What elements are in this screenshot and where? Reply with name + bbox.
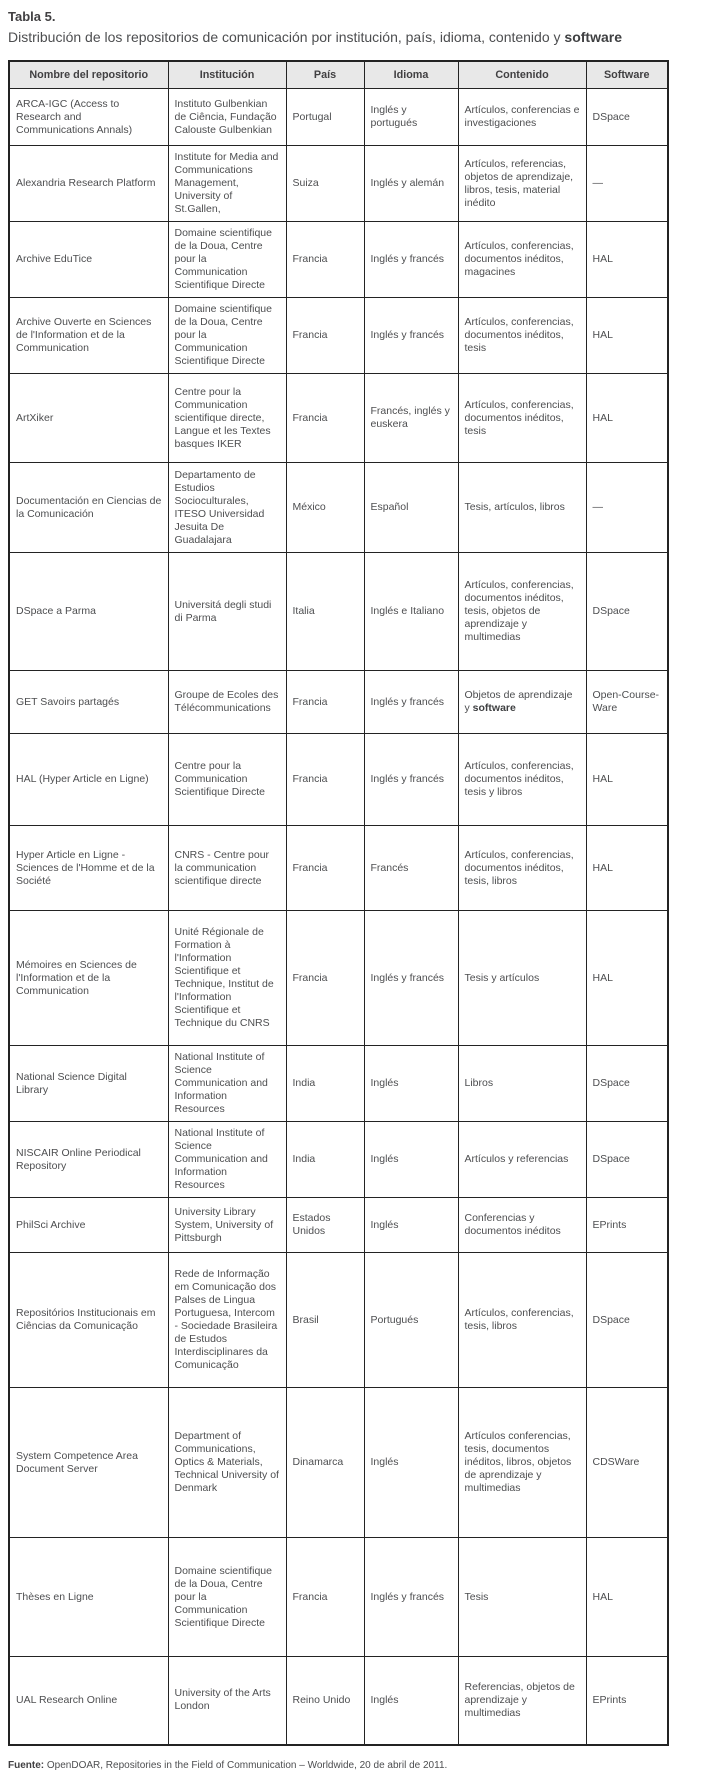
cell-content: Artículos conferencias, tesis, documentos inéditos, libros, objetos de aprendizaje y multimedias: [458, 1388, 586, 1538]
cell-name: Alexandria Research Platform: [9, 146, 168, 222]
cell-institution: Centre pour la Communication scientifique directe, Langue et les Textes basques IKER: [168, 374, 286, 463]
cell-name: Archive EduTice: [9, 222, 168, 298]
cell-software: HAL: [586, 298, 668, 374]
cell-name: DSpace a Parma: [9, 553, 168, 671]
cell-country: Estados Unidos: [286, 1198, 364, 1253]
cell-country: India: [286, 1122, 364, 1198]
cell-country: Dinamarca: [286, 1388, 364, 1538]
table-row: [9, 1538, 668, 1657]
cell-software: EPrints: [586, 1198, 668, 1253]
cell-software: HAL: [586, 222, 668, 298]
cell-name: ARCA-IGC (Access to Research and Communications Annals): [9, 89, 168, 146]
cell-language: Inglés y portugués: [364, 89, 458, 146]
table-row: [9, 1657, 668, 1745]
cell-country: Francia: [286, 911, 364, 1046]
cell-software: HAL: [586, 911, 668, 1046]
cell-language: Inglés y francés: [364, 734, 458, 826]
cell-country: Brasil: [286, 1253, 364, 1388]
cell-software: HAL: [586, 374, 668, 463]
column-header-software: Software: [586, 61, 668, 89]
cell-institution: Domaine scientifique de la Doua, Centre pour la Communication Scientifique Directe: [168, 1538, 286, 1657]
cell-software: EPrints: [586, 1657, 668, 1745]
cell-name: Thèses en Ligne: [9, 1538, 168, 1657]
cell-content: Artículos, referencias, objetos de aprendizaje, libros, tesis, material inédito: [458, 146, 586, 222]
column-header-institucion: Institución: [168, 61, 286, 89]
cell-country: Francia: [286, 374, 364, 463]
table-row: [9, 463, 668, 553]
table-row: [9, 222, 668, 298]
cell-name: NISCAIR Online Periodical Repository: [9, 1122, 168, 1198]
column-header-contenido: Contenido: [458, 61, 586, 89]
cell-content: Tesis y artículos: [458, 911, 586, 1046]
cell-language: Inglés y francés: [364, 1538, 458, 1657]
cell-language: Portugués: [364, 1253, 458, 1388]
cell-software: HAL: [586, 826, 668, 911]
cell-name: Hyper Article en Ligne - Sciences de l'Homme et de la Société: [9, 826, 168, 911]
cell-institution: Institute for Media and Communications Management, University of St.Gallen,: [168, 146, 286, 222]
column-header-idioma: Idioma: [364, 61, 458, 89]
cell-language: Inglés: [364, 1122, 458, 1198]
cell-content: Objetos de aprendizaje y software: [458, 671, 586, 734]
table-row: [9, 1122, 668, 1198]
column-header-pais: País: [286, 61, 364, 89]
cell-language: Inglés: [364, 1198, 458, 1253]
cell-name: Mémoires en Sciences de l'Information et de la Communication: [9, 911, 168, 1046]
table-row: [9, 671, 668, 734]
cell-institution: Domaine scientifique de la Doua, Centre pour la Communication Scientifique Directe: [168, 298, 286, 374]
cell-language: Francés, inglés y euskera: [364, 374, 458, 463]
cell-institution: National Institute of Science Communication and Information Resources: [168, 1046, 286, 1122]
cell-name: HAL (Hyper Article en Ligne): [9, 734, 168, 826]
repositories-table: [8, 60, 669, 1746]
cell-content: Artículos, conferencias, documentos inéditos, tesis, libros: [458, 826, 586, 911]
table-row: [9, 374, 668, 463]
cell-content: Artículos, conferencias, documentos inéditos, tesis y libros: [458, 734, 586, 826]
repositories-table-body: [9, 89, 668, 1745]
column-header-nombre: Nombre del repositorio: [9, 61, 168, 89]
cell-language: Inglés: [364, 1657, 458, 1745]
table-row: [9, 1046, 668, 1122]
table-row: [9, 1198, 668, 1253]
table-number-label: Tabla 5.: [8, 9, 56, 24]
cell-institution: Rede de Informação em Comunicação dos Palses de Lingua Portuguesa, Intercom - Sociedade Brasileira de Estudos Interdisciplinares da Comunicação: [168, 1253, 286, 1388]
cell-software: DSpace: [586, 89, 668, 146]
cell-content: Artículos, conferencias e investigaciones: [458, 89, 586, 146]
cell-name: Archive Ouverte en Sciences de l'Information et de la Communication: [9, 298, 168, 374]
cell-software: HAL: [586, 734, 668, 826]
cell-institution: Unité Régionale de Formation à l'Information Scientifique et Technique, Institut de l'Information Scientifique et Technique du CNRS: [168, 911, 286, 1046]
cell-software: CDSWare: [586, 1388, 668, 1538]
cell-software: —: [586, 146, 668, 222]
cell-name: Repositórios Institucionais em Ciências da Comunicação: [9, 1253, 168, 1388]
source-note: [8, 1759, 675, 1772]
table-row: [9, 1388, 668, 1538]
cell-institution: Domaine scientifique de la Doua, Centre pour la Communication Scientifique Directe: [168, 222, 286, 298]
table-row: [9, 911, 668, 1046]
cell-country: Portugal: [286, 89, 364, 146]
cell-software: DSpace: [586, 553, 668, 671]
cell-language: Francés: [364, 826, 458, 911]
cell-content: Conferencias y documentos inéditos: [458, 1198, 586, 1253]
cell-institution: Instituto Gulbenkian de Ciência, Fundação Calouste Gulbenkian: [168, 89, 286, 146]
cell-content: Tesis: [458, 1538, 586, 1657]
cell-institution: CNRS - Centre pour la communication scientifique directe: [168, 826, 286, 911]
cell-institution: University of the Arts London: [168, 1657, 286, 1745]
cell-content: Tesis, artículos, libros: [458, 463, 586, 553]
table-row: [9, 826, 668, 911]
cell-language: Inglés: [364, 1388, 458, 1538]
cell-software: HAL: [586, 1538, 668, 1657]
source-text: OpenDOAR, Repositories in the Field of Communication – Worldwide, 20 de abril de 2011.: [46, 1759, 448, 1771]
table-row: [9, 146, 668, 222]
cell-institution: University Library System, University of Pittsburgh: [168, 1198, 286, 1253]
cell-software: —: [586, 463, 668, 553]
cell-institution: Departamento de Estudios Socioculturales, ITESO Universidad Jesuita De Guadalajara: [168, 463, 286, 553]
table-row: [9, 89, 668, 146]
cell-country: Reino Unido: [286, 1657, 364, 1745]
cell-language: Inglés: [364, 1046, 458, 1122]
cell-content: Artículos y referencias: [458, 1122, 586, 1198]
cell-country: Francia: [286, 222, 364, 298]
table-row: [9, 298, 668, 374]
cell-country: Suiza: [286, 146, 364, 222]
cell-name: System Competence Area Document Server: [9, 1388, 168, 1538]
cell-country: Francia: [286, 734, 364, 826]
table-row: [9, 553, 668, 671]
cell-software: DSpace: [586, 1122, 668, 1198]
cell-name: UAL Research Online: [9, 1657, 168, 1745]
cell-name: Documentación en Ciencias de la Comunicación: [9, 463, 168, 553]
cell-language: Español: [364, 463, 458, 553]
cell-language: Inglés y alemán: [364, 146, 458, 222]
cell-language: Inglés y francés: [364, 911, 458, 1046]
cell-content: Referencias, objetos de aprendizaje y multimedias: [458, 1657, 586, 1745]
cell-language: Inglés e Italiano: [364, 553, 458, 671]
header-row: [9, 61, 668, 89]
cell-institution: Department of Communications, Optics & Materials, Technical University of Denmark: [168, 1388, 286, 1538]
cell-name: PhilSci Archive: [9, 1198, 168, 1253]
cell-name: ArtXiker: [9, 374, 168, 463]
cell-software: Open-Course-Ware: [586, 671, 668, 734]
cell-country: México: [286, 463, 364, 553]
table-subtitle: Distribución de los repositorios de comunicación por institución, país, idioma, contenido y software: [8, 29, 622, 45]
cell-country: Francia: [286, 298, 364, 374]
cell-content: Artículos, conferencias, tesis, libros: [458, 1253, 586, 1388]
cell-country: Francia: [286, 1538, 364, 1657]
source-label: Fuente:: [8, 1759, 45, 1771]
cell-institution: Centre pour la Communication Scientifique Directe: [168, 734, 286, 826]
cell-institution: Universitá degli studi di Parma: [168, 553, 286, 671]
cell-country: Italia: [286, 553, 364, 671]
cell-country: Francia: [286, 671, 364, 734]
cell-language: Inglés y francés: [364, 222, 458, 298]
cell-content: Artículos, conferencias, documentos inéditos, tesis: [458, 374, 586, 463]
cell-name: GET Savoirs partagés: [9, 671, 168, 734]
table-row: [9, 734, 668, 826]
cell-content: Libros: [458, 1046, 586, 1122]
cell-software: DSpace: [586, 1046, 668, 1122]
cell-name: National Science Digital Library: [9, 1046, 168, 1122]
cell-institution: National Institute of Science Communication and Information Resources: [168, 1122, 286, 1198]
cell-software: DSpace: [586, 1253, 668, 1388]
cell-content: Artículos, conferencias, documentos inéditos, tesis: [458, 298, 586, 374]
cell-country: India: [286, 1046, 364, 1122]
cell-institution: Groupe de Ecoles des Télécommunications: [168, 671, 286, 734]
cell-content: Artículos, conferencias, documentos inéditos, tesis, objetos de aprendizaje y multimedias: [458, 553, 586, 671]
table-header: [9, 61, 668, 89]
cell-language: Inglés y francés: [364, 671, 458, 734]
cell-content: Artículos, conferencias, documentos inéditos, magacines: [458, 222, 586, 298]
table-row: [9, 1253, 668, 1388]
cell-language: Inglés y francés: [364, 298, 458, 374]
cell-country: Francia: [286, 826, 364, 911]
